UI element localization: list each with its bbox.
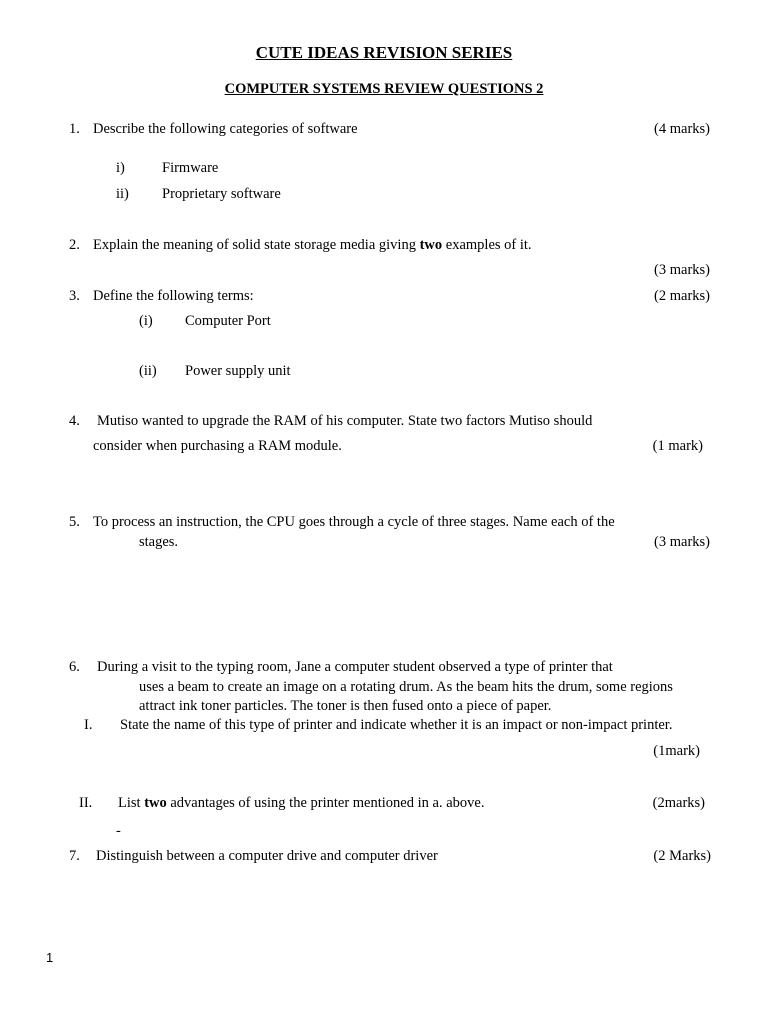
question-6-part-i-label: I. <box>84 717 93 733</box>
question-3-marks: (2 marks) <box>654 288 710 304</box>
question-1-item-label: i) <box>116 160 125 176</box>
question-3-item-label: (ii) <box>139 363 157 379</box>
emphasis-text: two <box>419 237 443 253</box>
question-6-part-ii-marks: (2marks) <box>652 795 705 811</box>
question-5-marks: (3 marks) <box>654 534 710 550</box>
question-6-part-i-marks: (1mark) <box>653 743 700 759</box>
question-4-line-1: Mutiso wanted to upgrade the RAM of his computer. State two factors Mutiso should <box>97 413 593 429</box>
question-1-item-text: Firmware <box>162 160 219 176</box>
question-7-text: Distinguish between a computer drive and computer driver <box>96 848 438 864</box>
question-6-line-3: attract ink toner particles. The toner is then fused onto a piece of paper. <box>139 698 552 714</box>
question-6-part-ii-text: List two advantages of using the printer mentioned in a. above. <box>118 795 485 811</box>
document-title: CUTE IDEAS REVISION SERIES <box>255 43 513 62</box>
question-7-number: 7. <box>69 848 80 864</box>
question-2-text: Explain the meaning of solid state storage media giving two examples of it. <box>93 237 532 253</box>
question-1-item-text: Proprietary software <box>162 186 281 202</box>
question-1-marks: (4 marks) <box>654 121 710 137</box>
question-2-marks: (3 marks) <box>654 262 710 278</box>
question-5-line-2: stages. <box>139 534 179 550</box>
question-3-item-label: (i) <box>139 313 153 329</box>
question-4-marks: (1 mark) <box>652 438 703 454</box>
question-4-line-2: consider when purchasing a RAM module. <box>93 438 342 454</box>
question-4-number: 4. <box>69 413 80 429</box>
page-number: 1 <box>46 950 54 965</box>
question-6-line-1: During a visit to the typing room, Jane a computer student observed a type of printer that <box>97 659 613 675</box>
question-6-number: 6. <box>69 659 80 675</box>
document-subtitle: COMPUTER SYSTEMS REVIEW QUESTIONS 2 <box>224 81 544 97</box>
answer-dash: - <box>116 823 121 839</box>
question-5-line-1: To process an instruction, the CPU goes through a cycle of three stages. Name each of the <box>93 514 615 530</box>
question-6-line-2: uses a beam to create an image on a rotating drum. As the beam hits the drum, some regions <box>139 679 673 695</box>
question-2-number: 2. <box>69 237 80 253</box>
question-1-number: 1. <box>69 121 80 137</box>
question-3-number: 3. <box>69 288 80 304</box>
emphasis-text: two <box>144 795 167 811</box>
question-3-item-text: Power supply unit <box>185 363 291 379</box>
question-5-number: 5. <box>69 514 80 530</box>
question-1-item-label: ii) <box>116 186 129 202</box>
question-6-part-i-text: State the name of this type of printer and indicate whether it is an impact or non-impact printer. <box>120 717 673 733</box>
question-1-text: Describe the following categories of software <box>93 121 358 137</box>
question-3-text: Define the following terms: <box>93 288 254 304</box>
question-3-item-text: Computer Port <box>185 313 271 329</box>
question-7-marks: (2 Marks) <box>653 848 711 864</box>
question-6-part-ii-label: II. <box>79 795 93 811</box>
